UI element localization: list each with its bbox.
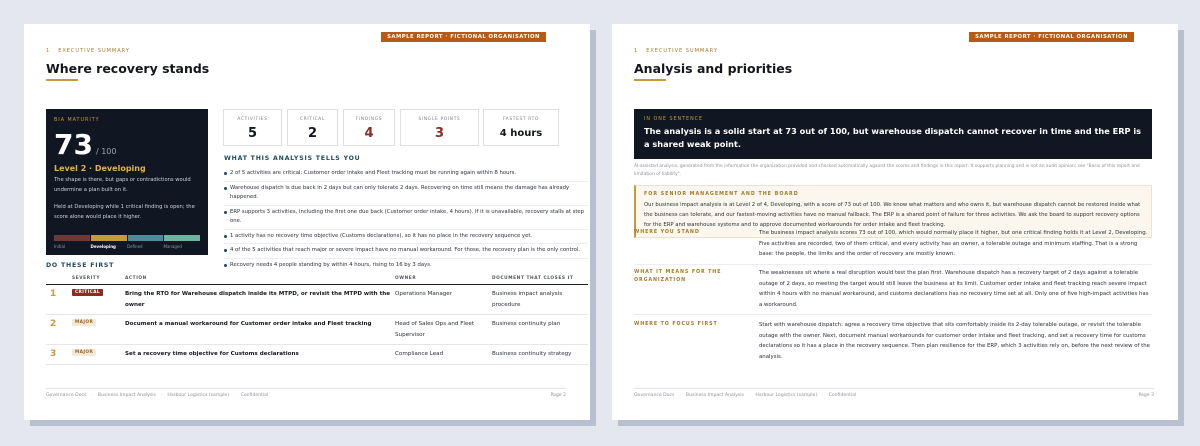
stat-label: FINDINGS [355, 117, 383, 122]
footer-item: Business Impact Analysis [685, 393, 744, 398]
tells-heading: WHAT THIS ANALYSIS TELLS YOU [224, 155, 361, 162]
title-underline [634, 79, 666, 81]
one-sentence-card [634, 109, 1152, 159]
actions-table [46, 276, 588, 365]
owner-cell: Compliance Lead [395, 351, 444, 357]
header-severity: SEVERITY [72, 276, 101, 281]
bullet-dot [224, 264, 227, 267]
stat-value: 4 [364, 126, 374, 141]
bia-level: Level 2 · Developing [54, 164, 146, 173]
bullet-dot [224, 235, 227, 238]
qa-question: WHERE YOU STAND [634, 230, 700, 235]
scale-segment-developing [91, 235, 127, 241]
scale-segment-defined [128, 235, 164, 241]
header-rank [46, 276, 72, 281]
scale-label-current: Developing [90, 244, 116, 249]
qa-row-what-it-means [634, 265, 1152, 315]
list-item-text: Warehouse dispatch is due back in 2 days but can only tolerate 2 days. Recovering on time still means the damage has already happened. [230, 184, 570, 200]
list-item [224, 182, 588, 206]
header-action: ACTION [125, 276, 147, 281]
footer-separator: · [748, 393, 751, 398]
list-item [224, 167, 588, 182]
sample-ribbon: SAMPLE REPORT · FICTIONAL ORGANISATION [969, 32, 1134, 42]
page-number: Page 2 [550, 393, 566, 398]
stat-activities [223, 109, 282, 146]
row-rank: 1 [50, 289, 57, 299]
bia-hold-note: Held at Developing while 1 critical finding is open; the score alone would place it higher. [54, 204, 195, 220]
footer-item: Governance Docs [634, 393, 675, 398]
document-cell: Business continuity strategy [492, 351, 572, 357]
one-sentence-text: The analysis is a solid start at 73 out of 100, but warehouse dispatch cannot recover in time and the ERP is a shared weak point. [644, 126, 1142, 149]
footer-item: Confidential [240, 393, 269, 398]
footer-item: Business Impact Analysis [97, 393, 156, 398]
header-document: DOCUMENT THAT CLOSES IT [492, 276, 574, 281]
one-sentence-label: IN ONE SENTENCE [644, 117, 704, 122]
page-title: Where recovery stands [46, 61, 210, 76]
list-item [224, 230, 588, 245]
stat-fastest-rto [483, 109, 559, 146]
bia-score-denominator: / 100 [95, 147, 117, 156]
scale-segment-managed [164, 235, 200, 241]
table-header [46, 276, 588, 285]
footer-item: Harbour Logistics (sample) [167, 393, 230, 398]
stat-value: 2 [307, 126, 318, 141]
footer-item: Governance Docs [46, 393, 87, 398]
section-number: 1 [46, 48, 51, 54]
action-cell: Set a recovery time objective for Customs declarations [125, 351, 299, 357]
page-number: Page 3 [1138, 393, 1154, 398]
list-item-text: 4 of the 5 activities that reach major or severe impact have no manual workaround. For those, the recovery plan is the only control. [230, 247, 581, 253]
section-kicker [46, 48, 130, 54]
bia-score [54, 128, 200, 161]
severity-cell [72, 349, 125, 356]
footer-crumbs [46, 393, 268, 398]
header-owner: OWNER [395, 276, 417, 281]
section-kicker [634, 48, 718, 54]
do-these-heading: DO THESE FIRST [46, 262, 115, 269]
section-label: EXECUTIVE SUMMARY [646, 48, 718, 54]
stat-label: CRITICAL [299, 117, 326, 122]
bullet-dot [224, 249, 227, 252]
maturity-scale [54, 235, 200, 241]
bia-label: BIA MATURITY [54, 118, 100, 123]
severity-badge: MAJOR [72, 349, 96, 356]
qa-answer: Start with warehouse dispatch: agree a recovery time objective that sits comfortably inside its 2-day tolerable outage, or revisit the tolerable outage with the owner. Next, document manual workarounds for customer order intake and fleet tracking, and set a recovery time for customs declarations so it has a place in the recovery sequence. Then plan resilience for the ERP, which 3 activities rely on, before the next review of the analysis. [759, 322, 1150, 360]
severity-badge: MAJOR [72, 319, 96, 326]
list-item-text: ERP supports 3 activities, including the first one due back (Customer order intake, 4 hours). If it is unavailable, recovery stalls at step one. [230, 208, 585, 224]
report-page-3 [612, 24, 1178, 420]
stat-label: SINGLE POINTS [418, 117, 461, 122]
report-page-2 [24, 24, 590, 420]
table-row [46, 285, 588, 315]
stat-findings [343, 109, 395, 146]
list-item-text: Recovery needs 4 people standing by within 4 hours, rising to 16 by 3 days. [230, 261, 432, 268]
bullet-dot [224, 187, 227, 190]
scale-label: Managed [163, 244, 182, 249]
list-item-text: 2 of 5 activities are critical: Customer order intake and Fleet tracking must be running again within 8 hours. [230, 170, 517, 176]
severity-badge: CRITICAL [72, 289, 103, 296]
qa-answer: The business impact analysis scores 73 out of 100, which would normally place it higher, but one critical finding holds it at Level 2, Developing. Five activities are recorded, two of them critical, and every activity has an owner, a tolerable outage and minimum staffing. That is a strong base: the people, the limits and the order of recovery are mostly known. [759, 230, 1148, 257]
stat-single-points [400, 109, 479, 146]
row-rank: 2 [50, 319, 57, 329]
list-item [224, 259, 588, 273]
title-underline [46, 79, 78, 81]
footer-item: Confidential [828, 393, 857, 398]
list-item [224, 206, 588, 230]
stat-critical [287, 109, 338, 146]
footer-separator: · [679, 393, 681, 398]
list-item [224, 244, 588, 259]
owner-cell: Operations Manager [395, 291, 453, 297]
sample-ribbon: SAMPLE REPORT · FICTIONAL ORGANISATION [381, 32, 546, 42]
action-cell: Document a manual workaround for Customer order intake and Fleet tracking [125, 321, 372, 327]
document-cell: Business continuity plan [492, 321, 561, 327]
owner-cell: Head of Sales Ops and Fleet Supervisor [395, 321, 475, 338]
scale-label: Defined [127, 244, 143, 249]
action-cell: Bring the RTO for Warehouse dispatch inside its MTPD, or revisit the MTPD with the owner [125, 291, 391, 308]
footer-separator: · [160, 393, 163, 398]
bullet-dot [224, 172, 227, 175]
footer-separator: · [234, 393, 236, 398]
page-title: Analysis and priorities [634, 61, 793, 76]
bia-description: The shape is there, but gaps or contradictions would undermine a plan built on it. [54, 177, 191, 193]
stat-value: 5 [247, 126, 258, 141]
page-footer [634, 393, 1154, 398]
board-text: Our business impact analysis is at Level 2 of 4, Developing, with a score of 73 out of 100. We know what matters and who owns it, but warehouse dispatch cannot be restored inside what the business can tolerate, and our fastest-moving activities have no manual fallback. The ERP is a shared point of failure for three activities. We ask the board to support recovery options for the ERP and warehouse systems and to approve documented workarounds for order intake and fleet tracking. [644, 202, 1141, 228]
list-item-text: 1 activity has no recovery time objective (Customs declarations), so it has no place in the recovery sequence yet. [230, 232, 533, 239]
stat-value: 4 hours [499, 128, 543, 139]
table-row [46, 315, 588, 345]
stat-value: 3 [434, 126, 445, 141]
qa-row-where-to-focus [634, 317, 1152, 366]
maturity-scale-labels [54, 244, 200, 249]
scale-segment-initial [54, 235, 90, 241]
section-label: EXECUTIVE SUMMARY [58, 48, 130, 54]
bullet-dot [224, 211, 227, 214]
stat-label: FASTEST RTO [502, 117, 540, 122]
ai-disclaimer: AI-assisted analysis, generated from the information the organization provided and checked automatically against the scores and findings in this report. It supports planning and is not an audit opinion; see "Basis of this report and limitation of liability". [634, 164, 1140, 177]
document-cell: Business impact analysis procedure [492, 291, 563, 308]
severity-cell [72, 319, 125, 326]
footer-separator: · [91, 393, 93, 398]
table-row [46, 345, 588, 365]
qa-row-where-you-stand [634, 225, 1152, 265]
qa-answer: The weaknesses sit where a real disruption would test the plan first. Warehouse dispatch has a recovery target of 2 days against a tolerable outage of 2 days, so meeting the target would still leave the business at its limit. Customer order intake and fleet tracking reach severe impact within 4 hours with no manual workaround, and customs declarations has no recovery time set at all. Only one of five high-impact activities has a workaround. [759, 270, 1149, 308]
footer-rule [46, 388, 566, 389]
scale-label: Initial [54, 244, 66, 249]
footer-item: Harbour Logistics (sample) [755, 393, 818, 398]
stat-label: ACTIVITIES [237, 117, 268, 122]
severity-cell [72, 289, 125, 296]
board-label: FOR SENIOR MANAGEMENT AND THE BOARD [644, 192, 799, 197]
page-footer [46, 393, 566, 398]
footer-separator: · [822, 393, 824, 398]
qa-question: WHAT IT MEANS FOR THE ORGANIZATION [634, 270, 722, 283]
footer-crumbs [634, 393, 856, 398]
bia-maturity-card [46, 109, 208, 255]
qa-question: WHERE TO FOCUS FIRST [634, 322, 718, 327]
bia-score-value: 73 [54, 128, 93, 161]
tells-list [224, 167, 588, 272]
row-rank: 3 [50, 349, 57, 359]
footer-rule [634, 388, 1154, 389]
section-number: 1 [634, 48, 639, 54]
